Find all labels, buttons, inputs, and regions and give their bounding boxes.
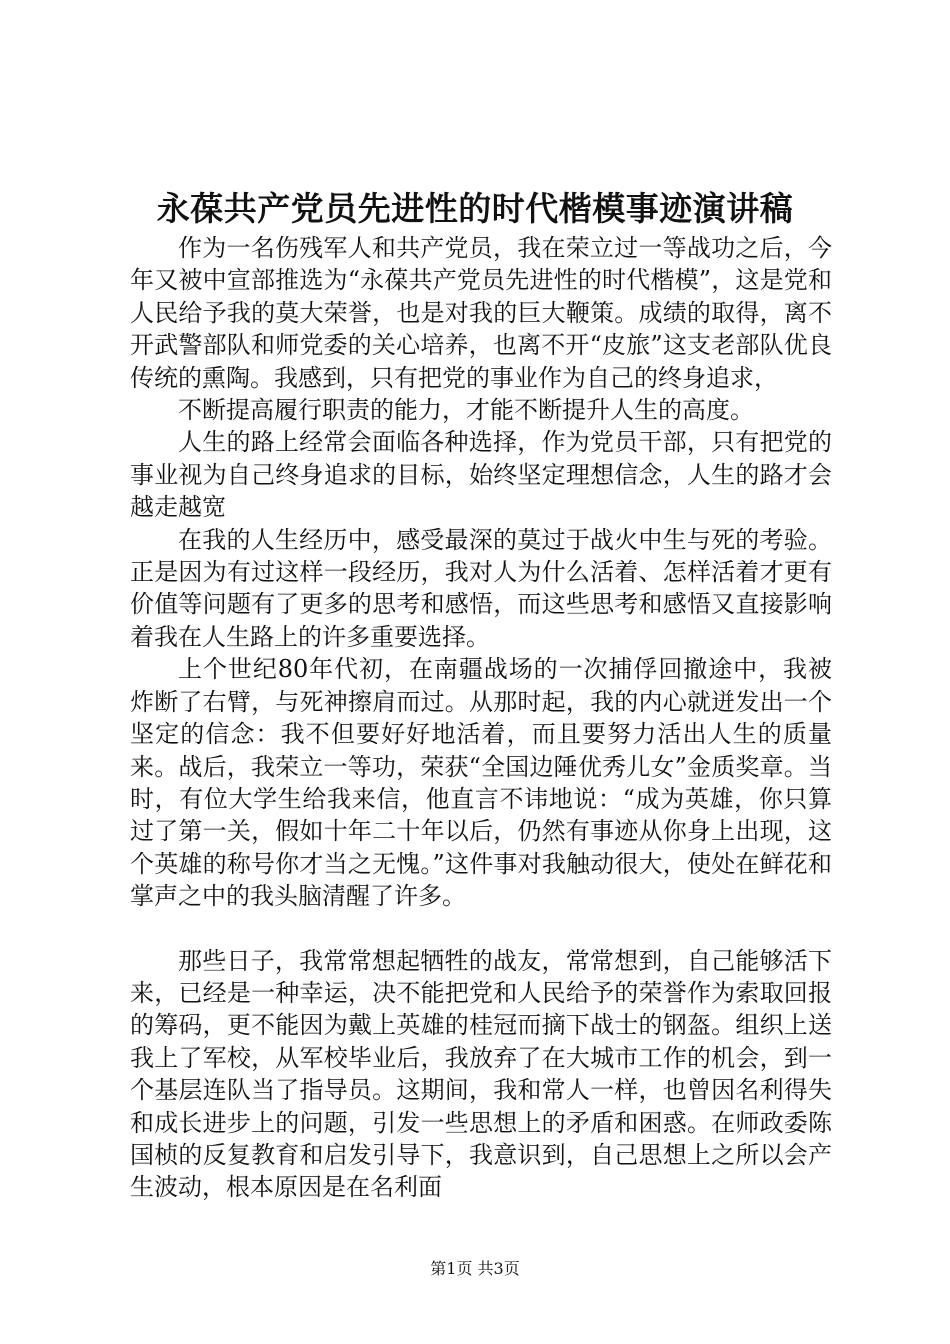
paragraph: 在我的人生经历中，感受最深的莫过于战火中生与死的考验。正是因为有过这样一段经历，我对人为什么活着、怎样活着才更有价值等问题有了更多的思考和感悟，而这些思考和感悟又直接影响着我在人生路上的许多重要选择。 <box>130 525 832 651</box>
document-title: 永葆共产党员先进性的时代楷模事迹演讲稿 <box>156 189 794 228</box>
paragraph: 上个世纪80年代初，在南疆战场的一次捕俘回撤途中，我被炸断了右臂，与死神擦肩而过。从那时起，我的内心就迸发出一个坚定的信念：我不但要好好地活着，而且要努力活出人生的质量来。战后，我荣立一等功，荣获“全国边陲优秀儿女”金质奖章。当时，有位大学生给我来信，他直言不讳地说：“成为英雄，你只算过了第一关，假如十年二十年以后，仍然有事迹从你身上出现，这个英雄的称号你才当之无愧。”这件事对我触动很大，使处在鲜花和掌声之中的我头脑清醒了许多。 <box>130 655 832 911</box>
paragraph: 人生的路上经常会面临各种选择，作为党员干部，只有把党的事业视为自己终身追求的目标，始终坚定理想信念，人生的路才会越走越宽 <box>130 428 832 522</box>
paragraph: 作为一名伤残军人和共产党员，我在荣立过一等战功之后，今年又被中宣部推选为“永葆共产党员先进性的时代楷模”，这是党和人民给予我的莫大荣誉，也是对我的巨大鞭策。成绩的取得，离不开武警部队和师党委的关心培养，也离不开“皮旅”这支老部队优良传统的熏陶。我感到，只有把党的事业作为自己的终身追求， <box>130 234 832 392</box>
document-body <box>130 232 832 1204</box>
paragraph: 不断提高履行职责的能力，才能不断提升人生的高度。 <box>178 396 754 425</box>
paragraph: 那些日子，我常常想起牺牲的战友，常常想到，自己能够活下来，已经是一种幸运，决不能把党和人民给予的荣誉作为索取回报的筹码，更不能因为戴上英雄的桂冠而摘下战士的钢盔。组织上送我上了军校，从军校毕业后，我放弃了在大城市工作的机会，到一个基层连队当了指导员。这期间，我和常人一样，也曾因名利得失和成长进步上的问题，引发一些思想上的矛盾和困惑。在师政委陈国桢的反复教育和启发引导下，我意识到，自己思想上之所以会产生波动，根本原因是在名利面 <box>130 946 832 1202</box>
page-number-footer: 第1页 共3页 <box>430 1259 520 1278</box>
